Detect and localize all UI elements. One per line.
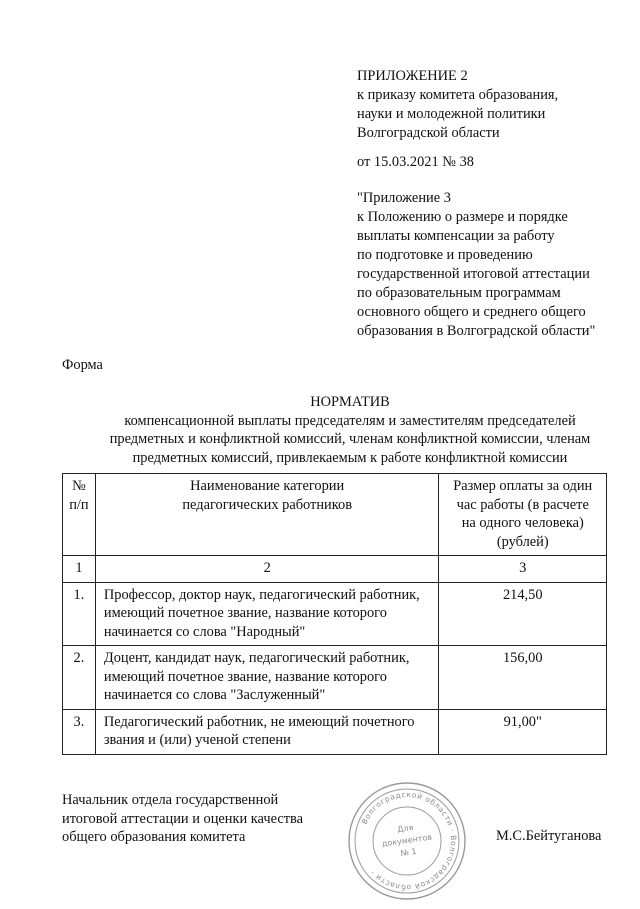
header-line: педагогических работников — [182, 496, 353, 513]
header-line: Размер оплаты за один — [453, 478, 593, 494]
position-line: общего образования комитета — [62, 829, 246, 845]
title-heading: НОРМАТИВ — [310, 394, 390, 410]
table-row — [63, 709, 607, 754]
appendix3-line: государственной итоговой аттестации — [357, 266, 590, 282]
row-number: 1. — [63, 582, 96, 646]
order-date — [357, 153, 474, 172]
row-rate: 214,50 — [439, 582, 607, 646]
stamp-seal-graphic — [344, 778, 470, 904]
row-category — [95, 582, 439, 646]
appendix3-line: по подготовке и проведению — [357, 247, 533, 263]
row-category — [95, 709, 439, 754]
row-rate: 91,00" — [439, 709, 607, 754]
header-rate — [439, 474, 607, 556]
signatory-name: М.С.Бейтуганова — [496, 828, 602, 844]
column-number: 3 — [439, 556, 607, 583]
table-row — [63, 646, 607, 710]
title-line: предметных комиссий, привлекаемым к работе конфликтной комиссии — [132, 449, 568, 466]
header-line: Наименование категории — [190, 478, 345, 494]
category-line: Профессор, доктор наук, педагогический работник, — [103, 586, 420, 603]
category-line: звания и (или) ученой степени — [103, 732, 291, 748]
table-row — [63, 582, 607, 646]
category-line: начинается со слова "Народный" — [103, 623, 306, 640]
header-category — [95, 474, 439, 556]
category-line: Педагогический работник, не имеющий почетного — [103, 713, 415, 730]
title-line: компенсационной выплаты председателям и заместителям председателей — [124, 412, 576, 429]
header-line: № — [72, 478, 86, 494]
column-number: 2 — [95, 556, 439, 583]
position-line: Начальник отдела государственной — [62, 792, 279, 808]
row-number: 3. — [63, 709, 96, 754]
form-label: Форма — [62, 357, 103, 373]
appendix-line: Волгоградской области — [357, 125, 500, 141]
official-stamp — [344, 778, 470, 904]
category-line: Доцент, кандидат наук, педагогический работник, — [103, 650, 410, 666]
header-number — [63, 474, 96, 556]
column-number: 1 — [63, 556, 96, 583]
row-rate: 156,00 — [439, 646, 607, 710]
header-line: час работы (в расчете — [456, 496, 589, 513]
stamp-center-text: Для — [396, 823, 414, 835]
header-line: на одного человека) — [461, 515, 584, 531]
header-line: п/п — [69, 496, 89, 513]
table-header-row — [63, 474, 607, 556]
header-line: (рублей) — [496, 533, 549, 550]
column-numbering-row — [63, 556, 607, 583]
appendix-header — [357, 67, 558, 143]
appendix-line: науки и молодежной политики — [357, 106, 546, 122]
row-number: 2. — [63, 646, 96, 710]
category-line: начинается со слова "Заслуженный" — [103, 687, 326, 703]
appendix3-line: выплаты компенсации за работу — [357, 228, 555, 244]
title-line: предметных и конфликтной комиссий, членам конфликтной комиссии, членам — [109, 431, 591, 447]
appendix-line: к приказу комитета образования, — [357, 87, 559, 103]
rates-table — [62, 473, 607, 755]
order-date-line: от 15.03.2021 № 38 — [357, 154, 474, 170]
stamp-center-text: документов — [381, 832, 433, 849]
appendix3-reference — [357, 189, 595, 341]
document-title — [40, 393, 640, 467]
appendix3-line: "Приложение 3 — [357, 190, 451, 206]
row-category — [95, 646, 439, 710]
position-line: итоговой аттестации и оценки качества — [62, 810, 304, 827]
appendix3-line: основного общего и среднего общего — [357, 304, 586, 320]
appendix3-line: к Положению о размере и порядке — [357, 209, 568, 225]
category-line: имеющий почетное звание, название которого — [103, 668, 387, 685]
signatory-position — [62, 791, 303, 847]
appendix3-line: образования в Волгоградской области" — [357, 323, 596, 339]
stamp-ring-text: Волгоградской области · Волгоградской области · — [359, 789, 459, 893]
appendix-title: ПРИЛОЖЕНИЕ 2 — [357, 68, 468, 84]
stamp-center-text: № 1 — [400, 846, 418, 858]
appendix3-line: по образовательным программам — [357, 285, 561, 301]
category-line: имеющий почетное звание, название которого — [103, 605, 387, 621]
